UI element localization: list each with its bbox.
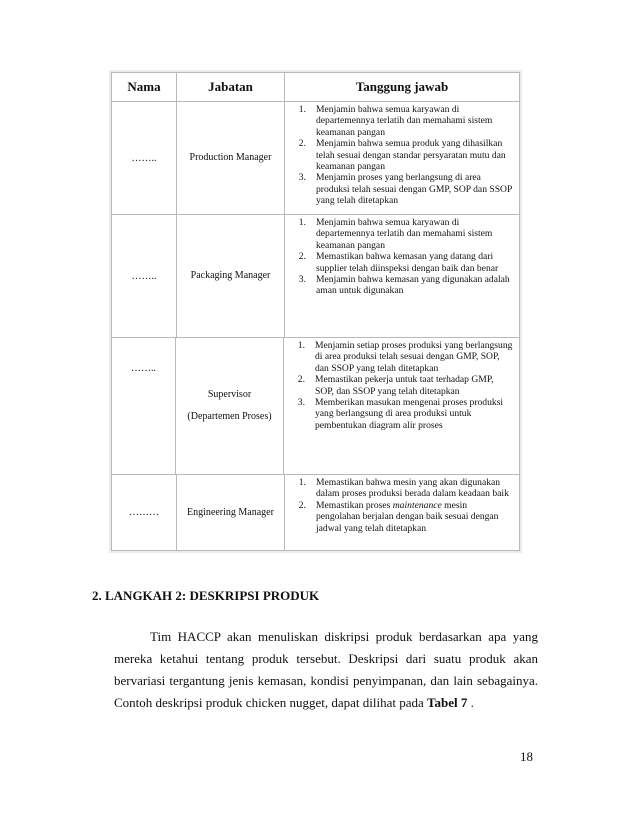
- duties-list: [284, 338, 519, 433]
- duty-item: 2. Memastikan bahwa kemasan yang datang dari supplier telah diinspeksi dengan baik dan benar: [298, 251, 499, 274]
- table-reference: Tabel 7: [427, 695, 468, 710]
- header-jabatan: Jabatan: [177, 73, 285, 101]
- nama-cell: ……..: [131, 152, 157, 164]
- jabatan-cell: Supervisor: [207, 389, 252, 400]
- jabatan-cell: Production Manager: [189, 152, 272, 163]
- table-header-row: [112, 73, 519, 101]
- section-heading: 2. LANGKAH 2: DESKRIPSI PRODUK: [92, 588, 320, 603]
- duty-item: 1. Memastikan bahwa mesin yang akan digunakan dalam proses produksi berada dalam keadaan baik: [298, 477, 509, 500]
- duty-item: 1. Menjamin bahwa semua karyawan di departemennya terlatih dan memahami sistem keamanan pangan: [298, 217, 493, 251]
- duties-list: [285, 475, 519, 536]
- duty-item: 2. Memastikan proses maintenance mesin pengolahan berjalan dengan baik sesuai dengan jadwal yang telah ditetapkan: [298, 499, 499, 534]
- nama-cell: ……..: [131, 270, 157, 282]
- responsibility-table: [111, 72, 520, 551]
- duty-item: 3. Menjamin bahwa kemasan yang digunakan adalah aman untuk digunakan: [298, 274, 510, 297]
- page-number: 18: [520, 749, 533, 764]
- nama-cell: ……..: [131, 363, 156, 374]
- duties-list: [285, 215, 519, 299]
- table-row: [112, 101, 519, 214]
- table-row: [112, 214, 519, 337]
- header-tanggung-jawab: Tanggung jawab: [355, 79, 449, 94]
- duty-item: 3. Menjamin proses yang berlangsung di area produksi telah sesuai dengan GMP, SOP dan SSOP yang telah ditetapkan: [298, 172, 512, 207]
- jabatan-cell: Engineering Manager: [187, 506, 274, 518]
- jabatan-cell: Packaging Manager: [190, 270, 271, 281]
- header-nama: Nama: [112, 73, 177, 101]
- duty-item: 1. Menjamin bahwa semua karyawan di departemennya terlatih dan memahami sistem keamanan pangan: [298, 104, 493, 138]
- duty-item: 2. Memastikan pekerja untuk taat terhadap GMP, SOP, dan SSOP yang telah ditetapkan: [297, 374, 494, 397]
- jabatan-subtitle: (Departemen Proses): [187, 411, 272, 422]
- italic-term: maintenance: [392, 499, 442, 511]
- duty-item: 3. Memberikan masukan mengenai proses produksi yang berlangsung di area produksi untuk pembentukan diagram alir proses: [297, 397, 504, 431]
- section-paragraph: Tim HACCP akan menuliskan diskripsi produk berdasarkan apa yang mereka ketahui tentang produk tersebut. Deskripsi dari suatu produk akan bervariasi tergantung jenis kemasan, kondisi penyimpanan, dan lain sebagainya. Contoh deskripsi produk chicken nugget, dapat dilihat pada Tabel 7 .: [114, 629, 538, 710]
- duty-item: 2. Menjamin bahwa semua produk yang dihasilkan telah sesuai dengan standar persyaratan mutu dan keamanan pangan: [298, 138, 506, 173]
- duty-item: 1. Menjamin setiap proses produksi yang berlangsung di area produksi telah sesuai dengan GMP, SOP, dan SSOP yang telah ditetapkan: [297, 340, 513, 374]
- table-row: [112, 337, 519, 474]
- table-row: [112, 474, 519, 550]
- nama-cell: ………: [129, 507, 159, 518]
- duties-list: [285, 102, 519, 209]
